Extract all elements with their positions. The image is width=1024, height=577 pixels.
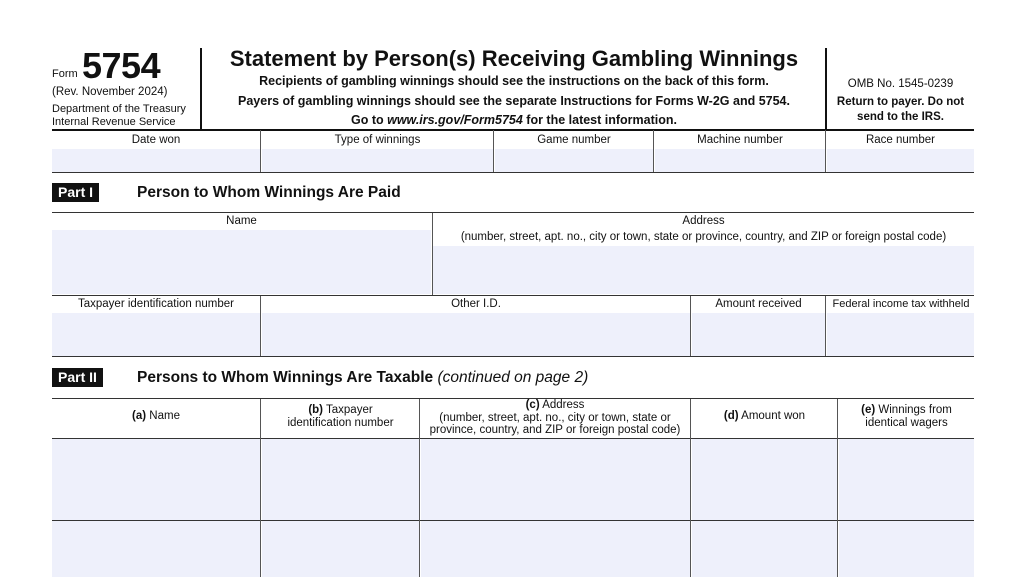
- game-number-label: Game number: [537, 134, 611, 146]
- return-line-1: Return to payer. Do not: [836, 96, 965, 108]
- part-1-bottom-rule: [52, 356, 974, 357]
- row-1-amount-field[interactable]: [692, 439, 837, 520]
- col-e-letter: (e): [861, 404, 876, 416]
- date-won-label: Date won: [131, 134, 181, 146]
- header-bottom-rule: [52, 129, 974, 131]
- col-b-line-1: [262, 404, 419, 417]
- department-line: Department of the Treasury: [52, 103, 186, 115]
- divider: [260, 130, 261, 173]
- col-c-line-2: (number, street, apt. no., city or town, state or: [439, 411, 671, 424]
- col-b-letter: (b): [308, 404, 324, 416]
- divider: [837, 399, 838, 577]
- col-d-letter: (d): [723, 410, 739, 422]
- row-2-address-field[interactable]: [421, 521, 690, 577]
- form-word: Form: [52, 68, 78, 80]
- amount-received-field[interactable]: [692, 313, 825, 356]
- row-2-amount-field[interactable]: [692, 521, 837, 577]
- tin-label: Taxpayer identification number: [78, 298, 234, 310]
- form-title: Statement by Person(s) Receiving Gambling Winnings: [229, 46, 799, 71]
- return-line-2: send to the IRS.: [857, 111, 944, 123]
- col-b-line-2: identification number: [287, 416, 394, 429]
- row-2-identical-field[interactable]: [839, 521, 974, 577]
- col-b-header: [262, 404, 419, 429]
- part-1-mid-rule: [52, 295, 974, 296]
- name-label: Name: [226, 215, 257, 227]
- row-2-tin-field[interactable]: [262, 521, 419, 577]
- date-won-field[interactable]: [52, 149, 260, 172]
- form-number: 5754: [82, 45, 161, 86]
- top-row-bottom-rule: [52, 172, 974, 173]
- divider: [653, 130, 654, 173]
- col-c-line-3: province, country, and ZIP or foreign postal code): [429, 424, 681, 436]
- part-1-top-rule: [52, 212, 974, 213]
- col-e-line-1: [839, 404, 974, 417]
- part-2-title: [137, 369, 588, 387]
- subtitle-payers: Payers of gambling winnings should see the separate Instructions for Forms W-2G and 5754.: [238, 94, 790, 108]
- payee-address-field[interactable]: [433, 246, 974, 294]
- omb-number: OMB No. 1545-0239: [847, 78, 954, 90]
- revision-date: (Rev. November 2024): [52, 86, 168, 98]
- col-d-header: [692, 410, 837, 423]
- return-instructions: [827, 95, 974, 125]
- subtitle-recipients: Recipients of gambling winnings should see the instructions on the back of this form.: [259, 74, 769, 88]
- part-1-title: Person to Whom Winnings Are Paid: [137, 184, 401, 201]
- col-a-label: Name: [146, 410, 180, 422]
- col-a-header: [52, 410, 260, 423]
- divider: [690, 399, 691, 577]
- col-c-header: [420, 399, 690, 437]
- row-1-tin-field[interactable]: [262, 439, 419, 520]
- row-2-name-field[interactable]: [52, 521, 260, 577]
- part-2-title-note: (continued on page 2): [437, 369, 589, 386]
- irs-url-link[interactable]: www.irs.gov/Form5754: [387, 113, 523, 127]
- col-c-label: Address: [539, 399, 585, 411]
- divider: [825, 130, 826, 173]
- divider: [432, 213, 433, 295]
- address-sublabel: (number, street, apt. no., city or town, state or province, country, and ZIP or foreign postal code): [460, 231, 947, 243]
- fed-tax-withheld-label: Federal income tax withheld: [832, 298, 970, 310]
- divider: [493, 130, 494, 173]
- subtitle-goto: [203, 113, 825, 127]
- divider: [419, 399, 420, 577]
- col-a-letter: (a): [132, 410, 147, 422]
- other-id-field[interactable]: [262, 313, 690, 356]
- col-c-letter: (c): [525, 399, 540, 411]
- race-number-field[interactable]: [827, 149, 974, 172]
- department: [52, 103, 186, 129]
- row-1-address-field[interactable]: [421, 439, 690, 520]
- divider: [690, 296, 691, 357]
- goto-suffix: for the latest information.: [522, 113, 677, 127]
- col-c-line-1: [420, 399, 690, 412]
- row-1-name-field[interactable]: [52, 439, 260, 520]
- game-number-field[interactable]: [495, 149, 653, 172]
- fed-tax-withheld-field[interactable]: [827, 313, 974, 356]
- col-e-header: [839, 404, 974, 429]
- payee-name-field[interactable]: [52, 230, 431, 294]
- col-e-line-2: identical wagers: [865, 416, 948, 429]
- address-label: Address: [682, 215, 725, 227]
- part-2-tag: Part II: [52, 368, 103, 387]
- part-2-title-text: Persons to Whom Winnings Are Taxable: [137, 369, 434, 386]
- goto-prefix: Go to: [351, 113, 388, 127]
- part-1-tag: Part I: [52, 183, 99, 202]
- machine-number-field[interactable]: [655, 149, 825, 172]
- row-1-identical-field[interactable]: [839, 439, 974, 520]
- col-e-label: Winnings from: [875, 404, 952, 416]
- tin-field[interactable]: [52, 313, 260, 356]
- divider: [825, 296, 826, 357]
- type-of-winnings-label: Type of winnings: [334, 134, 421, 146]
- header-divider-left: [200, 48, 202, 130]
- amount-received-label: Amount received: [715, 298, 802, 310]
- divider: [260, 399, 261, 577]
- agency-line: Internal Revenue Service: [52, 116, 176, 128]
- race-number-label: Race number: [865, 134, 936, 146]
- type-of-winnings-field[interactable]: [262, 149, 493, 172]
- divider: [260, 296, 261, 357]
- machine-number-label: Machine number: [697, 134, 783, 146]
- other-id-label: Other I.D.: [451, 298, 501, 310]
- col-b-label: Taxpayer: [323, 404, 373, 416]
- col-d-label: Amount won: [738, 410, 806, 422]
